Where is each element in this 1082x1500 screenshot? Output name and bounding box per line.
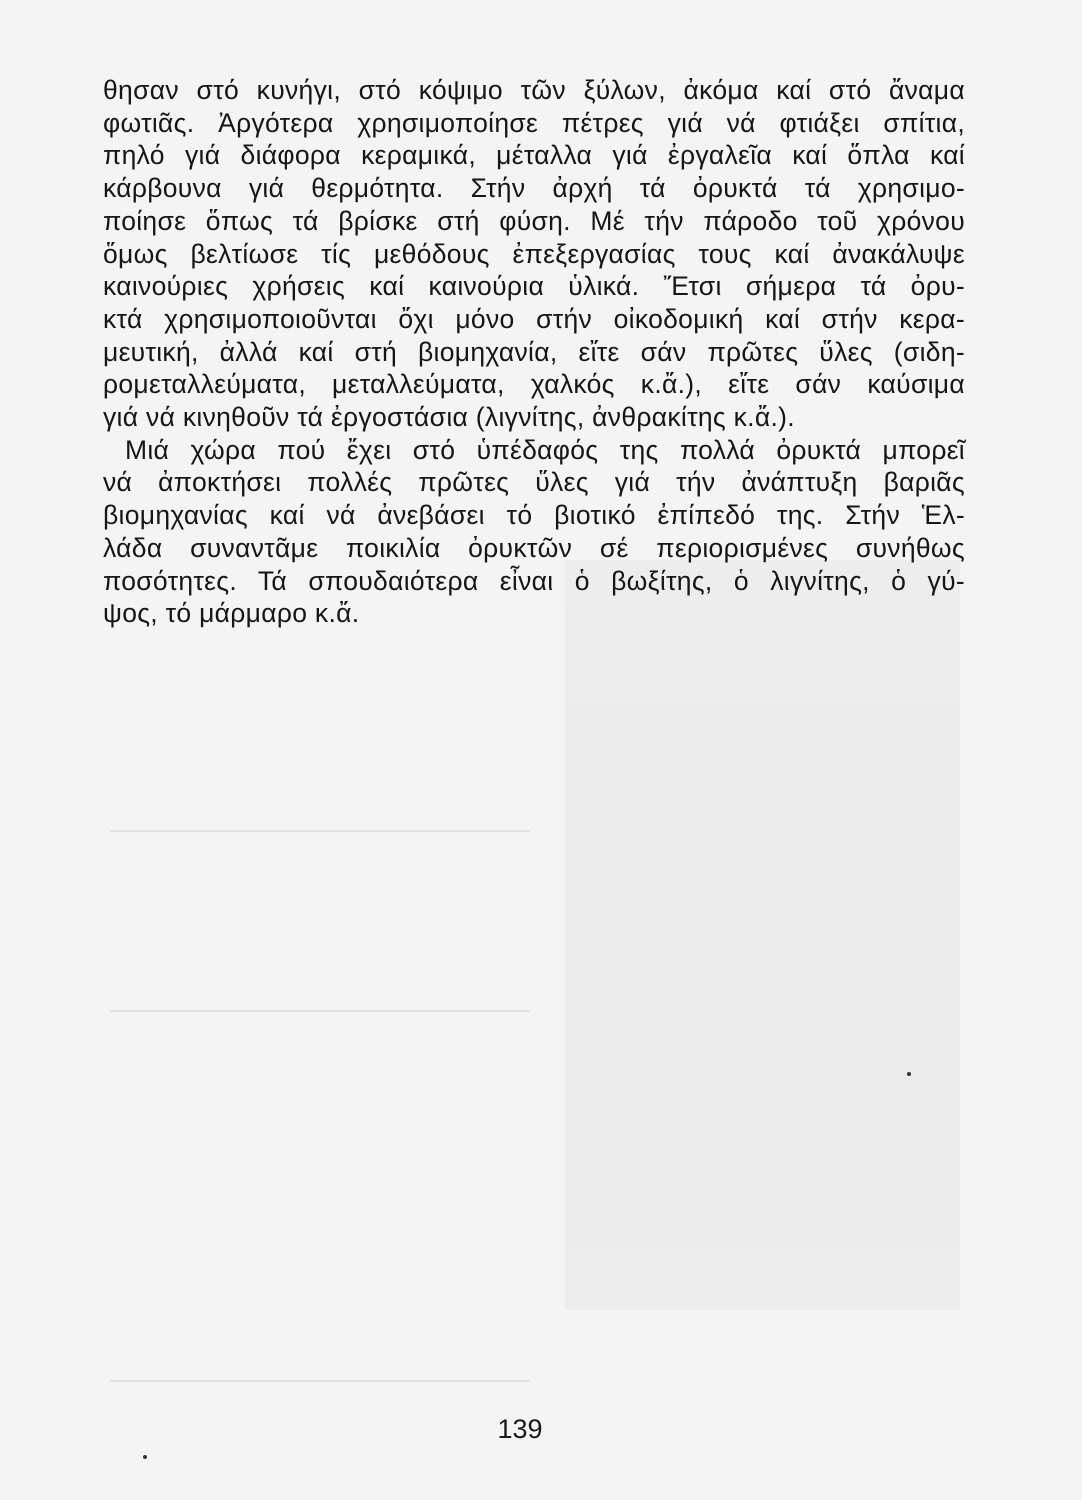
page-number: 139 (497, 1414, 543, 1444)
ink-speck (143, 1455, 147, 1459)
text-line: μευτική, ἀλλά καί στή βιομηχανία, εἴτε σάν πρῶτες ὕλες (σιδη- (103, 336, 965, 367)
text-line: γιά νά κινηθοῦν τά ἐργοστάσια (λιγνίτης, ἀνθρακίτης κ.ἄ.). (103, 402, 795, 433)
text-line: νά ἀποκτήσει πολλές πρῶτες ὕλες γιά τήν ἀνάπτυξη βαριᾶς (103, 467, 965, 498)
text-line: κτά χρησιμοποιοῦνται ὄχι μόνο στήν οἰκοδομική καί στήν κερα- (103, 303, 965, 334)
text-line: ὅμως βελτίωσε τίς μεθόδους ἐπεξεργασίας τους καί ἀνακάλυψε (103, 238, 965, 269)
text-line: ρομεταλλεύματα, μεταλλεύματα, χαλκός κ.ἄ.), εἴτε σάν καύσιμα (103, 369, 965, 400)
main-text (103, 74, 965, 630)
bleed-through-photo (565, 560, 960, 1310)
text-line: λάδα συναντᾶμε ποικιλία ὀρυκτῶν σέ περιορισμένες συνήθως (103, 532, 965, 563)
bleed-through-mark (110, 1380, 530, 1382)
text-line: καινούριες χρήσεις καί καινούρια ὑλικά. Ἔτσι σήμερα τά ὀρυ- (103, 271, 965, 302)
paragraph-1 (103, 74, 965, 434)
text-line: ποσότητες. Τά σπουδαιότερα εἶναι ὁ βωξίτης, ὁ λιγνίτης, ὁ γύ- (103, 565, 965, 596)
text-line: θησαν στό κυνήγι, στό κόψιμο τῶν ξύλων, ἀκόμα καί στό ἄναμα (103, 75, 965, 105)
text-line: ψος, τό μάρμαρο κ.ἄ. (103, 598, 360, 629)
text-line: ποίησε ὅπως τά βρίσκε στή φύση. Μέ τήν πάροδο τοῦ χρόνου (103, 205, 965, 236)
bleed-through-mark (110, 1010, 530, 1012)
text-line: κάρβουνα γιά θερμότητα. Στήν ἀρχή τά ὀρυκτά τά χρησιμο- (103, 173, 965, 204)
paragraph-2 (103, 434, 965, 630)
bleed-through-mark (110, 830, 530, 832)
ink-speck (907, 1072, 911, 1076)
text-line: Μιά χώρα πού ἔχει στό ὑπέδαφός της πολλά ὀρυκτά μπορεῖ (125, 434, 965, 465)
text-line: φωτιᾶς. Ἀργότερα χρησιμοποίησε πέτρες γιά νά φτιάξει σπίτια, (103, 107, 965, 138)
text-line: βιομηχανίας καί νά ἀνεβάσει τό βιοτικό ἐπίπεδό της. Στήν Ἑλ- (103, 500, 965, 531)
text-line: πηλό γιά διάφορα κεραμικά, μέταλλα γιά ἐργαλεῖα καί ὅπλα καί (103, 140, 965, 171)
